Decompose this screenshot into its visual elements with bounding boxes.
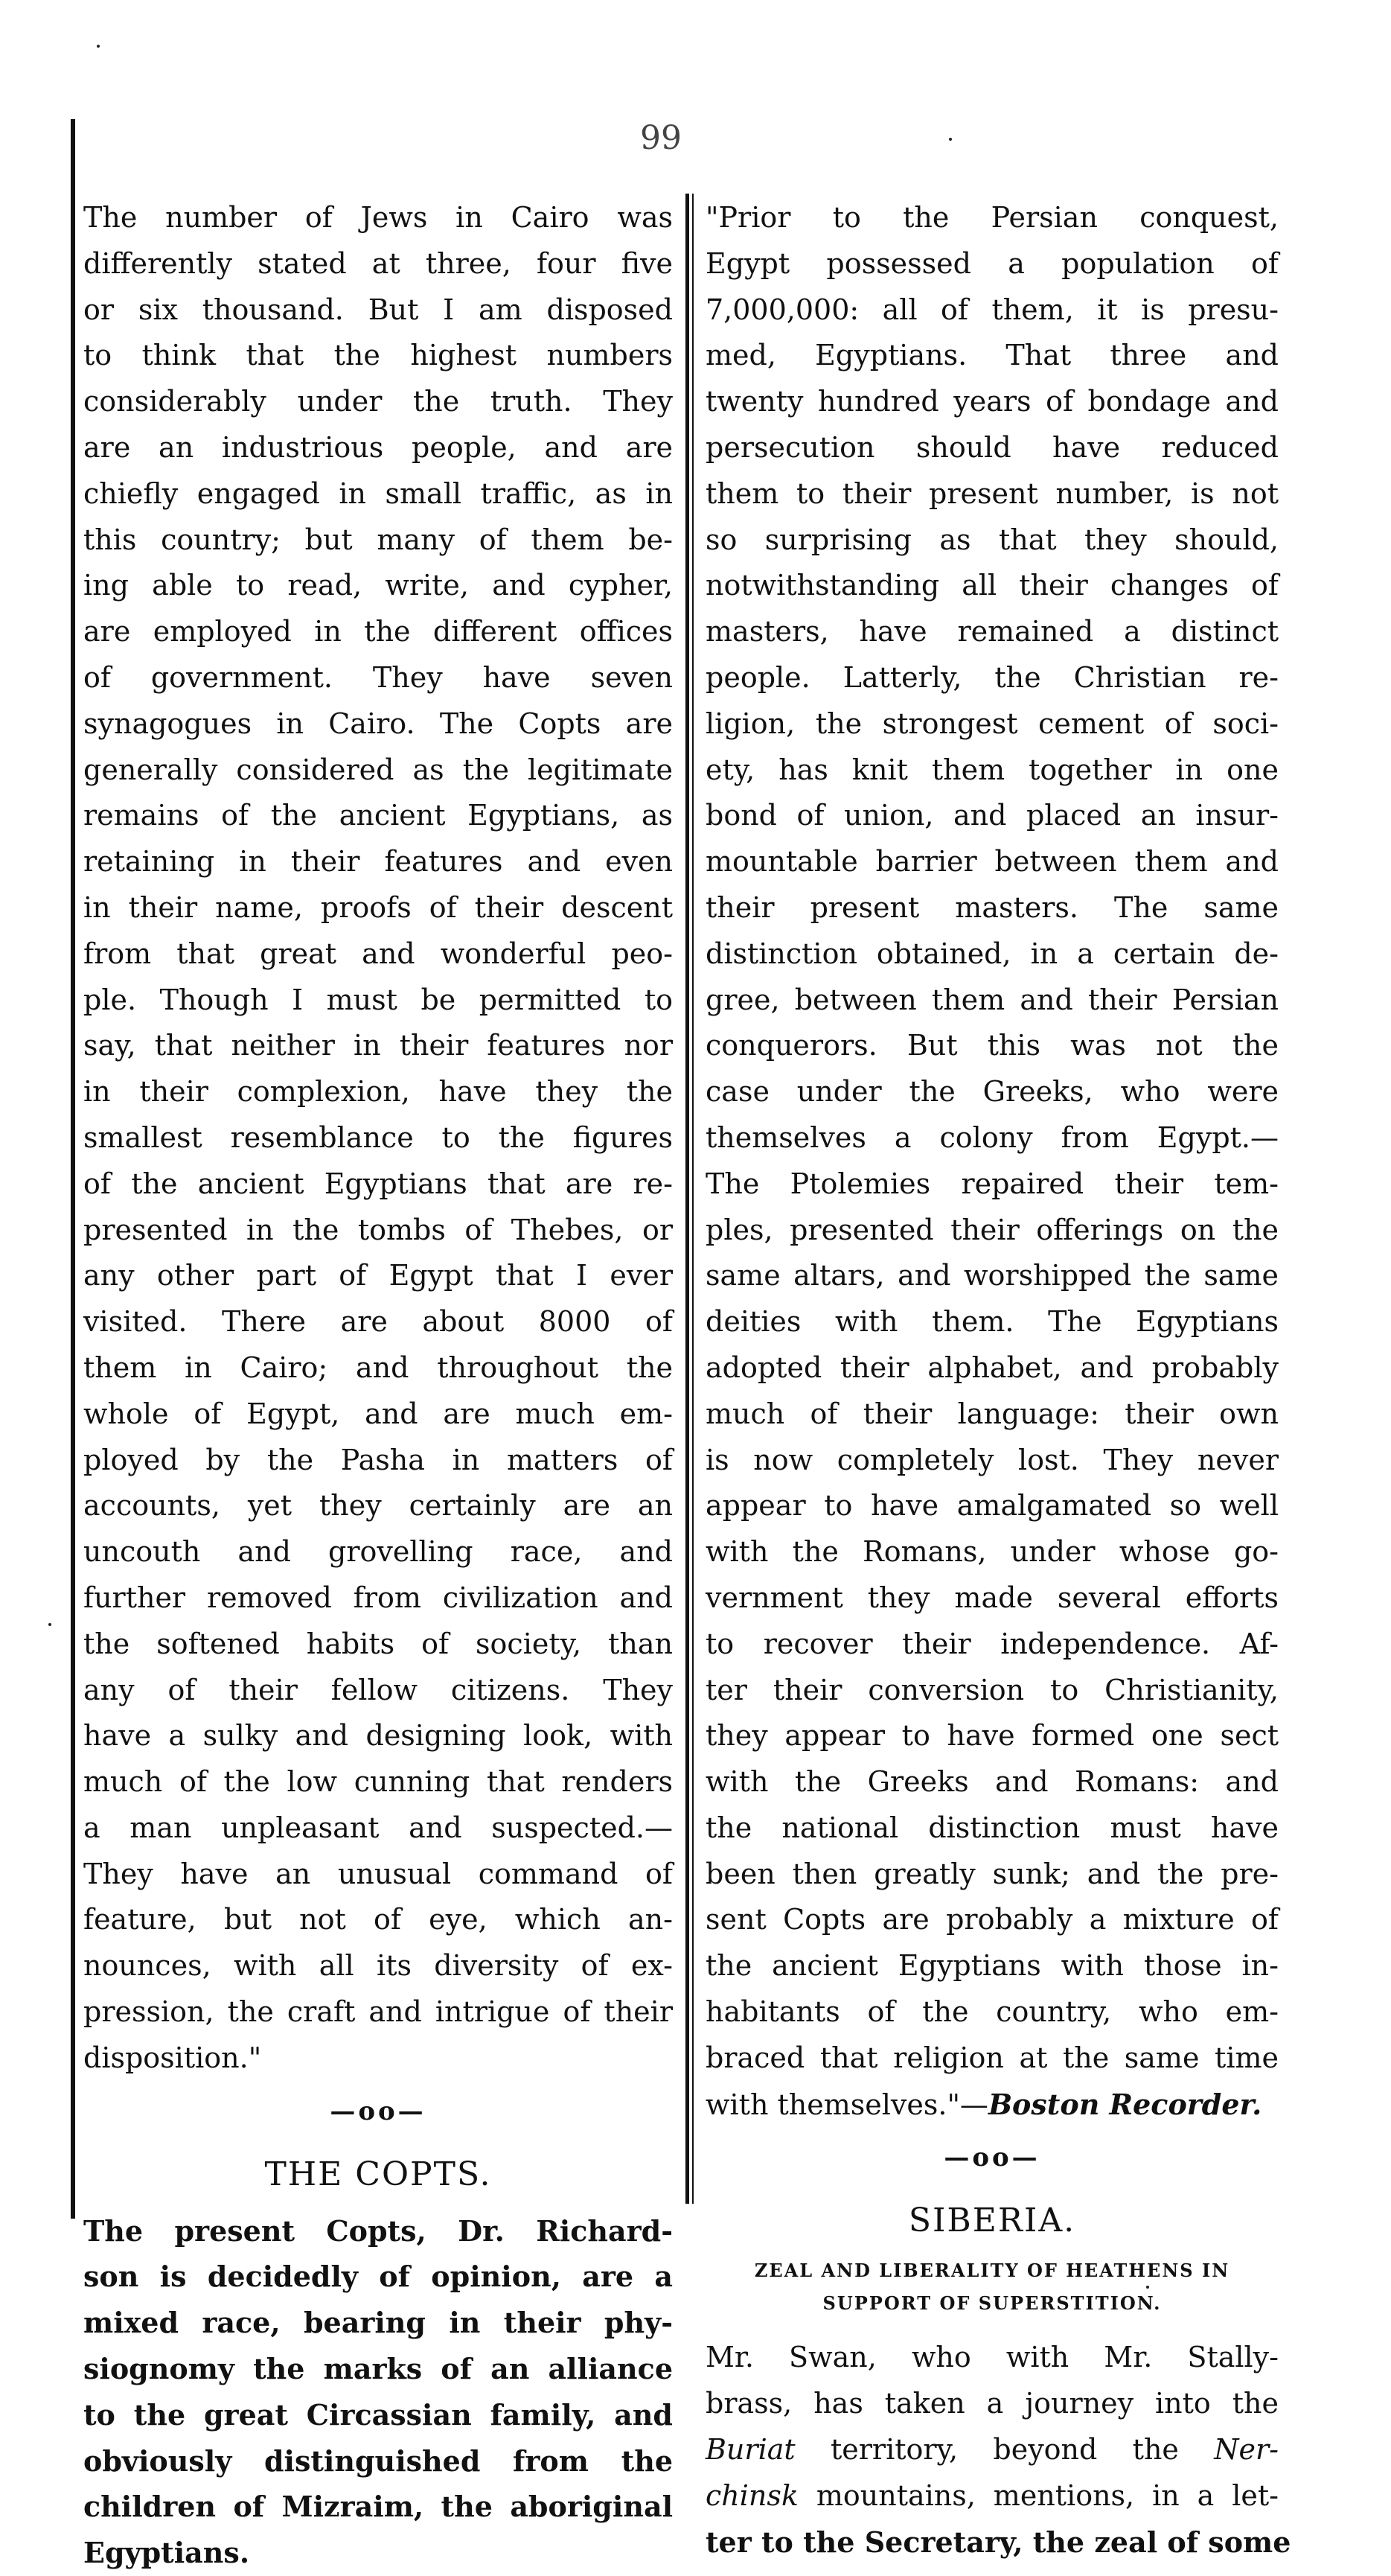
text-line: with the Greeks and Romans: and [706,1765,1279,1799]
text-line: them in Cairo; and throughout the [83,1351,673,1384]
print-speck [1146,2286,1149,2289]
text-line: son is decidedly of opinion, are a [83,2260,673,2294]
text-line: in their complexion, have they the [83,1075,673,1109]
text-line: ployed by the Pasha in matters of [83,1443,673,1476]
text-line: adopted their alphabet, and probably [706,1351,1279,1384]
text-line: uncouth and grovelling race, and [83,1535,673,1569]
text-line: from that great and wonderful peo- [83,937,673,970]
source-attribution: Boston Recorder. [988,2087,1262,2121]
text-line: vernment they made several efforts [706,1581,1279,1614]
text-line: to recover their independence. Af- [706,1627,1279,1660]
text-line: to the great Circassian family, and [83,2397,673,2432]
column-divider-rule [685,194,689,2204]
text-line: gree, between them and their Persian [706,983,1279,1016]
siberia-subheading-line-2: SUPPORT OF SUPERSTITION. [822,2292,1162,2315]
print-speck [97,45,100,48]
text-line: ples, presented their offerings on the [706,1213,1279,1246]
text-line: say, that neither in their features nor [83,1029,673,1062]
text-line: remains of the ancient Egyptians, as [83,799,673,832]
text-line: twenty hundred years of bondage and [706,385,1279,418]
text-line: themselves a colony from Egypt.— [706,1120,1279,1154]
text-line: have a sulky and designing look, with [83,1719,673,1753]
text-line: synagogues in Cairo. The Copts are [83,707,673,740]
text-line: much of the low cunning that renders [83,1765,673,1799]
text-line: children of Mizraim, the aboriginal [83,2490,673,2524]
column-divider-rule-thin [692,194,694,2204]
text-line: feature, but not of eye, which an- [83,1903,673,1936]
text-line: mountable barrier between them and [706,845,1279,879]
text-line: The present Copts, Dr. Richard- [83,2213,673,2248]
text-line: the ancient Egyptians with those in- [706,1949,1279,1983]
section-divider: —oo— [944,2143,1040,2173]
text-line: with the Romans, under whose go- [706,1535,1279,1569]
text-line: of government. They have seven [83,660,673,694]
text-line: any of their fellow citizens. They [83,1673,673,1706]
siberia-text-line: Buriat territory, beyond the Ner- [706,2433,1279,2467]
text-line: smallest resemblance to the figures [83,1120,673,1154]
text-line: retaining in their features and even [83,845,673,879]
right-column [706,195,1291,2565]
text-line: case under the Greeks, who were [706,1075,1279,1109]
text-line: nounces, with all its diversity of ex- [83,1949,673,1983]
page-number: 99 [640,119,682,157]
text-line: of the ancient Egyptians that are re- [83,1167,673,1200]
text-line: this country; but many of them be- [83,523,673,556]
text-line: mixed race, bearing in their phy- [83,2306,673,2340]
text-line: are an industrious people, and are [83,430,673,464]
siberia-text-line: chinsk mountains, mentions, in a let- [706,2478,1279,2512]
text-line: they appear to have formed one sect [706,1719,1279,1753]
text-line: them to their present number, is not [706,476,1279,510]
text-line: or six thousand. But I am disposed [83,293,673,326]
siberia-text-line: ter to the Secretary, the zeal of some [706,2525,1291,2559]
text-line: their present masters. The same [706,890,1279,924]
text-line: the softened habits of society, than [83,1627,673,1660]
text-line: generally considered as the legitimate [83,753,673,786]
text-line: braced that religion at the same time [706,2041,1279,2074]
text-line: "Prior to the Persian conquest, [706,201,1279,234]
siberia-heading: SIBERIA. [908,2202,1076,2240]
text-line: visited. There are about 8000 of [83,1305,673,1339]
left-column [83,195,673,2576]
text-line: obviously distinguished from the [83,2443,673,2478]
text-line: ter their conversion to Christianity, [706,1673,1279,1706]
text-line: 7,000,000: all of them, it is presu- [706,293,1279,326]
text-line: is now completely lost. They never [706,1443,1279,1476]
text-line: ple. Though I must be permitted to [83,983,673,1016]
article-closing-line: with themselves."—Boston Recorder. [706,2087,1262,2121]
text-line: been then greatly sunk; and the pre- [706,1857,1279,1890]
text-line: siognomy the marks of an alliance [83,2352,673,2386]
right-column-text [706,195,1279,2082]
text-line: a man unpleasant and suspected.— [83,1811,673,1844]
text-line: ing able to read, write, and cypher, [83,569,673,602]
text-line: further removed from civilization and [83,1581,673,1614]
text-line: people. Latterly, the Christian re- [706,660,1279,694]
text-line: sent Copts are probably a mixture of [706,1903,1279,1936]
copts-article-text [83,2208,673,2576]
text-line: The Ptolemies repaired their tem- [706,1167,1279,1200]
text-line: pression, the craft and intrigue of their [83,1995,673,2029]
text-line: appear to have amalgamated so well [706,1489,1279,1523]
text-line: considerably under the truth. They [83,385,673,418]
text-line: masters, have remained a distinct [706,615,1279,648]
text-line: habitants of the country, who em- [706,1995,1279,2029]
text-line: so surprising as that they should, [706,523,1279,556]
text-line: They have an unusual command of [83,1857,673,1890]
text-line: presented in the tombs of Thebes, or [83,1213,673,1246]
text-line: whole of Egypt, and are much em- [83,1397,673,1430]
left-margin-rule [71,119,75,2219]
print-speck [48,1623,51,1626]
copts-heading: THE COPTS. [264,2155,492,2193]
text-line: are employed in the different offices [83,615,673,648]
text-line: to think that the highest numbers [83,339,673,372]
text-line: The number of Jews in Cairo was [83,201,673,234]
left-column-text [83,195,673,2082]
text-line: Egypt possessed a population of [706,246,1279,280]
text-line: med, Egyptians. That three and [706,339,1279,372]
text-line: the national distinction must have [706,1811,1279,1844]
text-line: bond of union, and placed an insur- [706,799,1279,832]
text-line: deities with them. The Egyptians [706,1305,1279,1339]
print-speck [949,138,952,141]
text-line: ety, has knit them together in one [706,753,1279,786]
text-line: conquerors. But this was not the [706,1029,1279,1062]
text-line: chiefly engaged in small traffic, as in [83,476,673,510]
siberia-subheading-line-1: ZEAL AND LIBERALITY OF HEATHENS IN [754,2260,1230,2282]
text-line: accounts, yet they certainly are an [83,1489,673,1523]
text-line: persecution should have reduced [706,430,1279,464]
text-line: differently stated at three, four five [83,246,673,280]
text-line: much of their language: their own [706,1397,1279,1430]
siberia-text-line: Mr. Swan, who with Mr. Stally- [706,2341,1279,2374]
text-line: disposition." [83,2041,262,2074]
text-line: in their name, proofs of their descent [83,890,673,924]
text-line: any other part of Egypt that I ever [83,1259,673,1292]
section-divider: —oo— [330,2096,426,2126]
text-line: same altars, and worshipped the same [706,1259,1279,1292]
text-line: distinction obtained, in a certain de- [706,937,1279,970]
siberia-text-line: brass, has taken a journey into the [706,2387,1279,2420]
text-line: notwithstanding all their changes of [706,569,1279,602]
text-line: Egyptians. [83,2536,250,2570]
text-line: ligion, the strongest cement of soci- [706,707,1279,740]
